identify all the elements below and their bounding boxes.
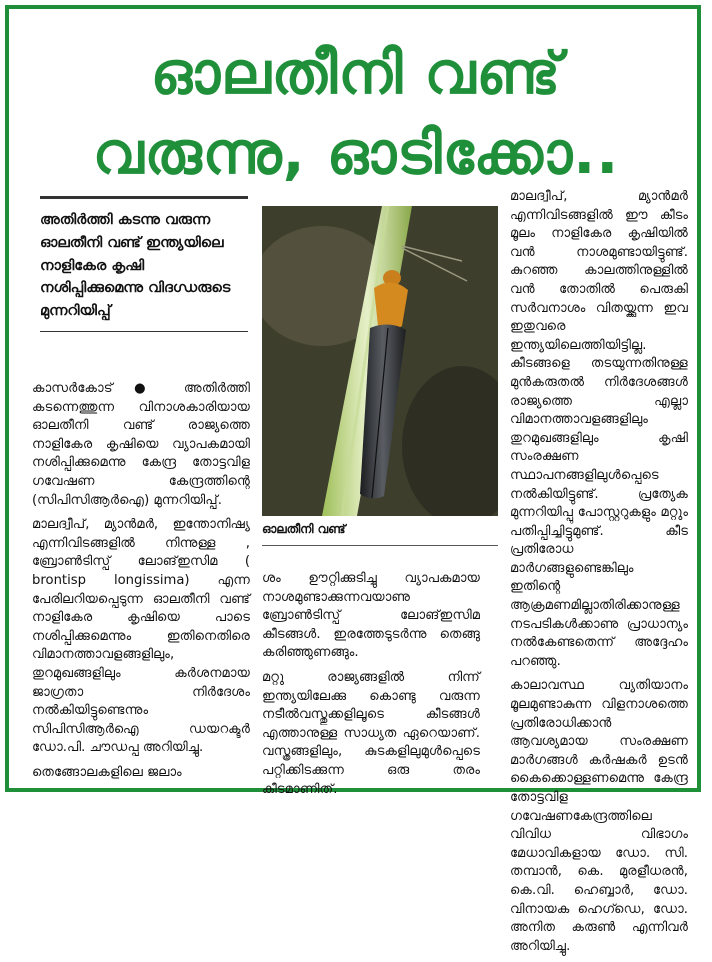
body-column-2 xyxy=(262,570,480,805)
body-column-3 xyxy=(510,188,688,962)
paragraph: മറ്റു രാജ്യങ്ങളിൽ നിന്ന് ഇന്ത്യയിലേക്കു കൊണ്ടു വരുന്ന നടീൽവസ്തുക്കളിലൂടെ കീടങ്ങൾ എത്താനുള്ള സാധ്യത ഏറെയാണ്. വസ്ത്രങ്ങളിലും, കുടകളിലുമുൾപ്പെടെ പറ്റിക്കിടക്കുന്ന ഒരു തരം കീടമാണിത്. xyxy=(262,669,480,797)
paragraph: തെങ്ങോലകളിലെ ജലാം xyxy=(32,764,182,780)
beetle-illustration xyxy=(262,206,498,516)
body-column-1 xyxy=(32,380,250,788)
kicker-box xyxy=(40,196,248,332)
paragraph: മാലദ്വീപ്, മ്യാൻമർ, ഇന്തോനിഷ്യ എന്നിവിടങ്ങളിൽ നിന്നുള്ള , ബ്രോൺടിസ്പ് ലോങ്ഇസിമ ( brontisp longissima) എന്ന പേരിലറിയപ്പെടുന്ന ഓലതീനി വണ്ട് നാളികേര കൃഷിയെ പാടെ നശിപ്പിക്കുമെന്നും ഇതിനെതിരെ വിമാനത്താവളങ്ങളിലും, തുറമുഖങ്ങളിലും കർശനമായ ജാഗ്രതാ നിർദേശം നൽകിയിട്ടുണ്ടെന്നും സിപിസിആർഐ ഡയറക്ടർ ഡോ.പി. ചൗഡപ്പ അറിയിച്ചു. xyxy=(32,517,250,756)
photo-caption: ഓലതീനി വണ്ട് xyxy=(262,522,346,536)
paragraph: മാലദ്വീപ്, മ്യാൻമർ എന്നിവിടങ്ങളിൽ ഈ കീടം മൂലം നാളികേര കൃഷിയിൽ വൻ നാശമുണ്ടായിട്ടുണ്ട്. കുറഞ്ഞ കാലത്തിനുള്ളിൽ വൻ തോതിൽ പെരുകി സർവനാശം വിതയ്ക്കുന്ന ഇവ ഇതുവരെ ഇന്ത്യയിലെത്തിയിട്ടില്ല. കീടങ്ങളെ തടയുന്നതിനുള്ള മുൻകരുതൽ നിർദേശങ്ങൾ രാജ്യത്തെ എല്ലാ വിമാനത്താവളങ്ങളിലും തുറമുഖങ്ങളിലും കൃഷി സംരക്ഷണ സ്ഥാപനങ്ങളിലുൾപ്പെടെ നൽകിയിട്ടുണ്ട്. പ്രത്യേക മുന്നറിയിപ്പു പോസ്റ്ററുകളും മറ്റും പതിപ്പിച്ചിട്ടുമുണ്ട്. കീട പ്രതിരോധ മാർഗങ്ങളുണ്ടെങ്കിലും ഇതിന്റെ ആക്രമണമില്ലാതിരിക്കാനുള്ള നടപടികൾക്കാണു പ്രാധാന്യം നൽകേണ്ടതെന്ന് അദ്ദേഹം പറഞ്ഞു. xyxy=(510,189,688,669)
headline-line-2: വരുന്നു, ഓടിക്കോ.. xyxy=(92,119,620,187)
beetle-photo xyxy=(262,206,498,516)
caption-rule xyxy=(262,545,498,546)
paragraph: കാലാവസ്ഥ വ്യതിയാനം മൂലമുണ്ടാകുന്ന വിളനാശത്തെ പ്രതിരോധിക്കാൻ ആവശ്യമായ സംരക്ഷണ മാർഗങ്ങൾ കർഷകർ ഉടൻ കൈക്കൊള്ളണമെന്നു കേന്ദ്ര തോട്ടവിള ഗവേഷണകേന്ദ്രത്തിലെ വിവിധ വിഭാഗം മേധാവികളായ ഡോ. സി. തമ്പാൻ, കെ. മുരളീധരൻ, കെ.വി. ഹെബ്ബാർ, ഡോ. വിനായക ഹെഗ്ഡെ, ഡോ. അനിത കരുൺ എന്നിവർ അറിയിച്ചു. xyxy=(510,678,688,954)
kicker-rule xyxy=(40,331,248,332)
headline-line-1: ഓലതീനി വണ്ട് xyxy=(150,39,562,107)
paragraph: കാസർകോട് ● അതിർത്തി കടന്നെത്തുന്ന വിനാശകാരിയായ ഓലതീനി വണ്ട് രാജ്യത്തെ നാളികേര കൃഷിയെ വ്യാപകമായി നശിപ്പിക്കുമെന്നു കേന്ദ്ര തോട്ടവിള ഗവേഷണ കേന്ദ്രത്തിന്റെ (സിപിസിആർഐ) മുന്നറിയിപ്പ്. xyxy=(32,381,250,508)
paragraph: ശം ഊറ്റിക്കുടിച്ചു വ്യാപകമായ നാശമുണ്ടാക്കുന്നവയാണു ബ്രോൺടിസ്പ് ലോങ്ഇസിമ കീടങ്ങൾ. ഇരത്തേടുടർന്നു തെങ്ങു കരിഞ്ഞുണങ്ങും. xyxy=(262,571,480,661)
kicker-text: അതിർത്തി കടന്നു വരുന്ന ഓലതീനി വണ്ട് ഇന്ത്യയിലെ നാളികേര കൃഷി നശിപ്പിക്കുമെന്നു വിദഗ്ധരുടെ മുന്നറിയിപ്പ് xyxy=(40,212,231,320)
